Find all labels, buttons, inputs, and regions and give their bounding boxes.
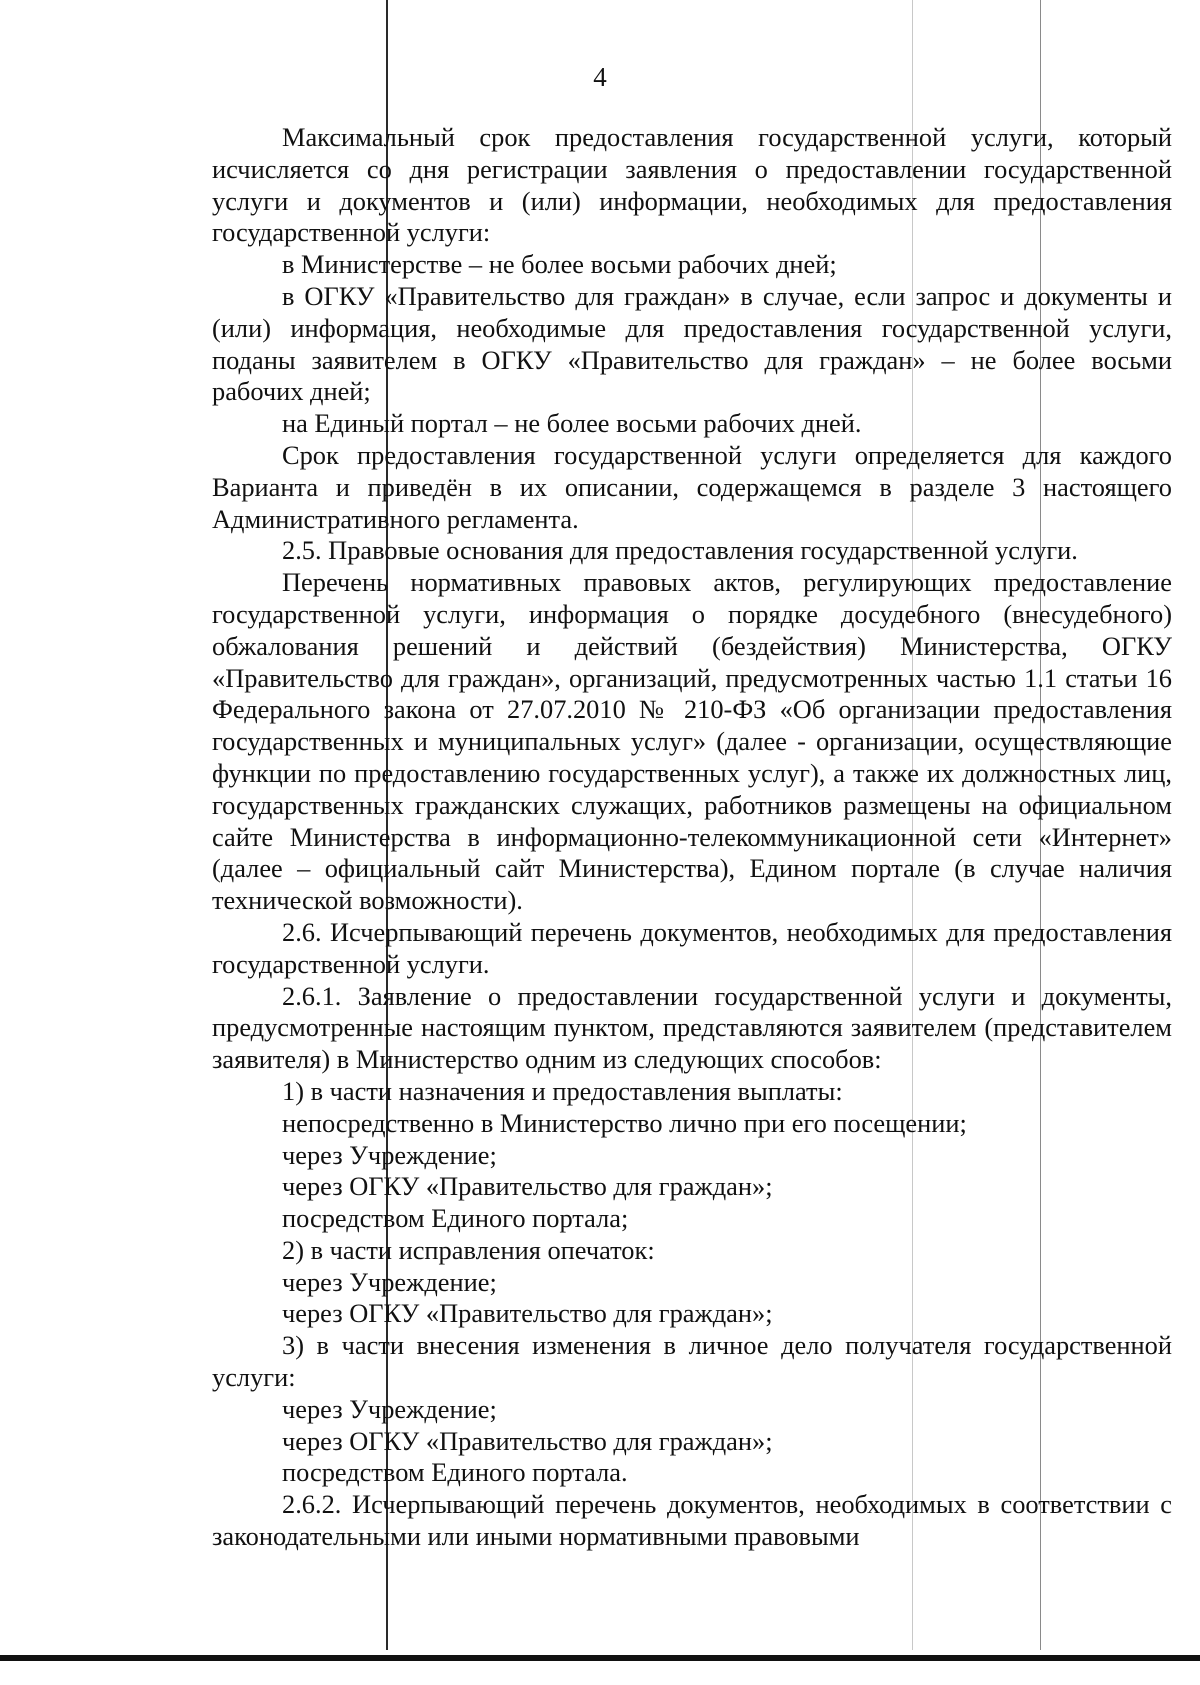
list-item: посредством Единого портала. <box>282 1457 628 1488</box>
list-item: через ОГКУ «Правительство для граждан»; <box>282 1425 773 1456</box>
scan-edge-bar <box>0 1655 1200 1661</box>
paragraph: на Единый портал – не более восьми рабочих дней. <box>282 408 862 439</box>
list-item: через Учреждение; <box>282 1139 497 1170</box>
list-item: через Учреждение; <box>282 1393 497 1424</box>
paragraph: в ОГКУ «Правительство для граждан» в случае, если запрос и документы и (или) информация, необходимые для предоставления государственной услуги, поданы заявителем в ОГКУ «Правительство для граждан» – не более восьми рабочих дней; <box>212 280 1172 407</box>
list-item: через ОГКУ «Правительство для граждан»; <box>282 1171 773 1202</box>
paragraph: Максимальный срок предоставления государственной услуги, который исчисляется со дня регистрации заявления о предоставлении государственной услуги и документов и (или) информации, необходимых для предоставления государственной услуги: <box>212 122 1172 248</box>
paragraph: 2.6.1. Заявление о предоставлении государственной услуги и документы, предусмотренные настоящим пунктом, представляются заявителем (представителем заявителя) в Министерство одним из следующих способов: <box>212 980 1172 1075</box>
paragraph: Срок предоставления государственной услуги определяется для каждого Варианта и приведён в их описании, содержащемся в разделе 3 настоящего Административного регламента. <box>212 439 1172 534</box>
paragraph: в Министерстве – не более восьми рабочих дней; <box>282 249 837 280</box>
document-body <box>212 122 1172 1553</box>
list-item: 2) в части исправления опечаток: <box>282 1234 655 1265</box>
list-item: 3) в части внесения изменения в личное дело получателя государственной услуги: <box>212 1330 1172 1393</box>
section-heading: 2.6.2. Исчерпывающий перечень документов, необходимых в соответствии с законодательными или иными нормативными правовыми <box>212 1489 1172 1552</box>
list-item: 1) в части назначения и предоставления выплаты: <box>282 1075 843 1106</box>
page-number: 4 <box>593 62 607 92</box>
list-item: непосредственно в Министерство лично при его посещении; <box>282 1107 967 1138</box>
section-heading: 2.6. Исчерпывающий перечень документов, необходимых для предоставления государственной услуги. <box>212 916 1172 979</box>
list-item: через ОГКУ «Правительство для граждан»; <box>282 1298 773 1329</box>
list-item: через Учреждение; <box>282 1266 497 1297</box>
section-heading: 2.5. Правовые основания для предоставления государственной услуги. <box>282 535 1078 566</box>
list-item: посредством Единого портала; <box>282 1203 629 1234</box>
paragraph: Перечень нормативных правовых актов, регулирующих предоставление государственной услуги, информация о порядке досудебного (внесудебного) обжалования решений и действий (бездействия) Министерства, ОГКУ «Правительство для граждан», организаций, предусмотренных частью 1.1 статьи 16 Федерального закона от 27.07.2010 № 210-ФЗ «Об организации предоставления государственных и муниципальных услуг» (далее - организации, осуществляющие функции по предоставлению государственных услуг), а также их должностных лиц, государственных гражданских служащих, работников размещены на официальном сайте Министерства в информационно-телекоммуникационной сети «Интернет» (далее – официальный сайт Министерства), Едином портале (в случае наличия технической возможности). <box>212 567 1172 916</box>
